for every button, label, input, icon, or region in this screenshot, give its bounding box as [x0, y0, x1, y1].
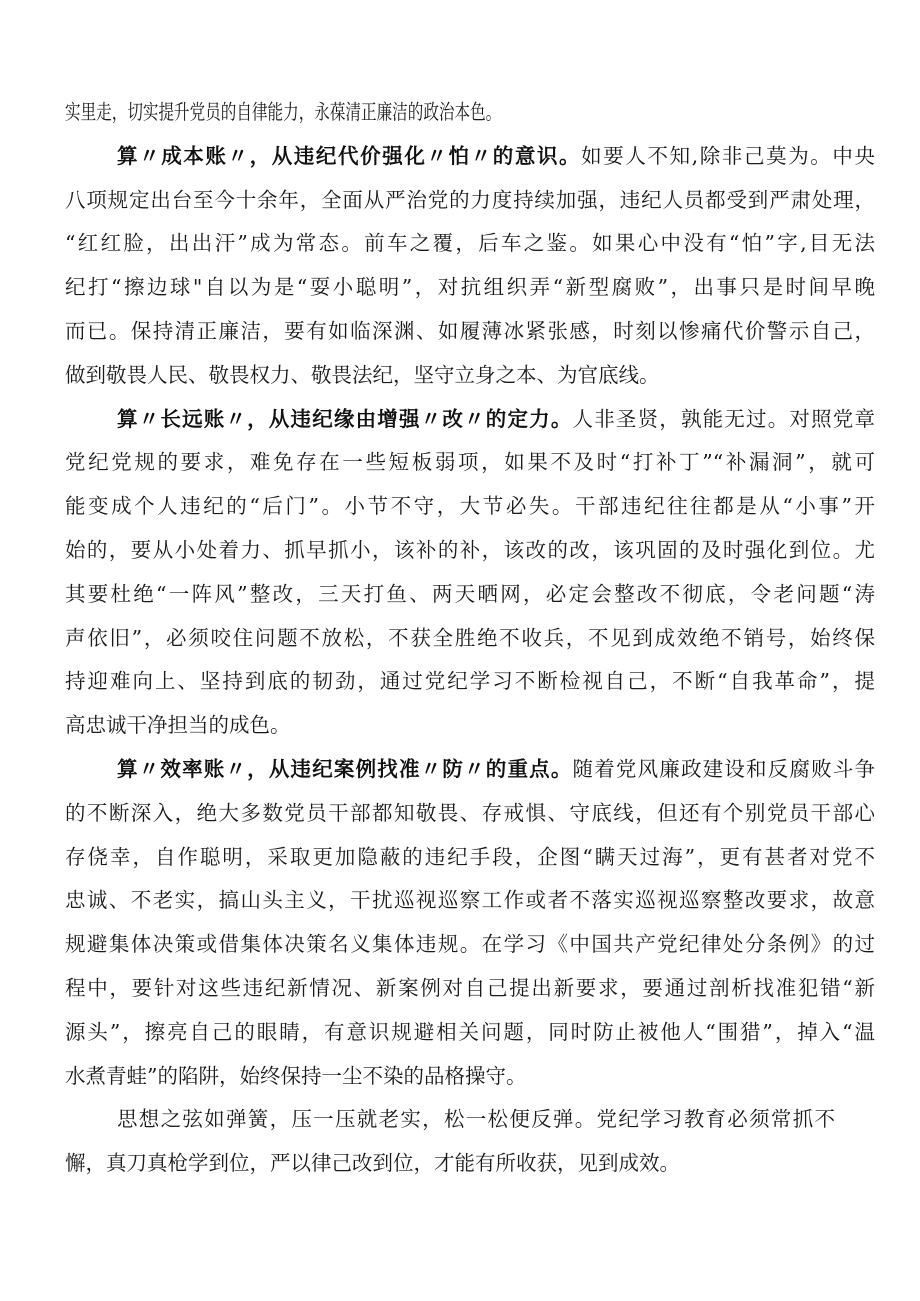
text-line: 而已。保持清正廉洁，要有如临深渊、如履薄冰紧张感，时刻以惨痛代价警示自己，: [65, 318, 875, 343]
section-heading: 算〃成本账〃，从违纪代价强化〃怕〃的意识。: [117, 143, 582, 168]
text-line: 忠诚、不老实，搞山头主义，干扰巡视巡察工作或者不落实巡视巡察整改要求，故意: [65, 888, 875, 913]
document-body: [65, 91, 875, 1186]
paragraph: [65, 1098, 835, 1186]
text-line: [65, 91, 875, 135]
text-line: 程中，要针对这些违纪新情况、新案例对自己提出新要求，要通过剖析找准犯错“新: [65, 975, 875, 1000]
text-line-content: 如要人不知,除非己莫为。中央: [581, 143, 876, 168]
text-line-content: 实里走，切实提升党员的自律能力，永葆清正廉洁的政治本色。: [65, 100, 502, 124]
paragraph: [65, 91, 875, 135]
text-line: 其要杜绝“一阵风”整改，三天打鱼、两天晒网，必定会整改不彻底，令老问题“涛: [65, 581, 875, 606]
text-line: 能变成个人违纪的“后门”。小节不守，大节必失。干部违纪往往都是从“小事”开: [65, 494, 875, 519]
text-line: 懈，真刀真枪学到位，严以律己改到位，才能有所收获，见到成效。: [65, 1151, 680, 1176]
text-line: 八项规定出台至今十余年，全面从严治党的力度持续加强，违纪人员都受到严肃处理，: [65, 187, 875, 212]
text-line: 高忠诚干净担当的成色。: [65, 713, 291, 738]
text-line: [117, 398, 875, 442]
text-line: 做到敬畏人民、敬畏权力、敬畏法纪，坚守立身之本、为官底线。: [65, 362, 660, 387]
text-line: 持迎难向上、坚持到底的韧劲，通过党纪学习不断检视自己，不断“自我革命”，提: [65, 669, 875, 694]
section-heading: 算〃长远账〃，从违纪缘由增强〃改〃的定力。: [117, 406, 573, 431]
section-heading: 算〃效率账〃，从违纪案例找准〃防〃的重点。: [117, 756, 573, 781]
text-line: 思想之弦如弹簧，压一压就老实，松一松便反弹。党纪学习教育必须常抓不: [117, 1107, 835, 1132]
text-line: 源头”，擦亮自己的眼睛，有意识规避相关问题，同时防止被他人“围猎”，掉入“温: [65, 1019, 875, 1044]
paragraph: [65, 398, 875, 748]
text-line-content: 随着党风廉政建设和反腐败斗争: [572, 756, 876, 781]
text-line: 的不断深入，绝大多数党员干部都知敬畏、存戒惧、守底线，但还有个别党员干部心: [65, 800, 875, 825]
paragraph: [65, 748, 875, 1098]
text-line: “红红脸，出出汗”成为常态。前车之覆，后车之鉴。如果心中没有“怕”字,目无法: [65, 231, 875, 256]
text-line: 存侥幸，自作聪明，采取更加隐蔽的违纪手段，企图“瞒天过海”，更有甚者对党不: [65, 844, 875, 869]
text-line: 声依旧”，必须咬住问题不放松，不获全胜绝不收兵，不见到成效绝不销号，始终保: [65, 625, 875, 650]
text-line: [117, 135, 875, 179]
text-line: 党纪党规的要求，难免存在一些短板弱项，如果不及时“打补丁”“补漏洞”，就可: [65, 450, 875, 475]
text-line: [117, 748, 875, 792]
text-line: 始的，要从小处着力、抓早抓小，该补的补，该改的改，该巩固的及时强化到位。尤: [65, 537, 875, 562]
text-line-content: 人非圣贤，孰能无过。对照党章: [572, 406, 876, 431]
text-line: 水煮青蛙”的陷阱，始终保持一尘不染的品格操守。: [65, 1063, 527, 1088]
text-line: 规避集体决策或借集体决策名义集体违规。在学习《中国共产党纪律处分条例》的过: [65, 932, 875, 957]
text-line: 纪打“擦边球"自以为是“耍小聪明”，对抗组织弄“新型腐败”，出事只是时间早晚: [65, 275, 875, 300]
paragraph: [65, 135, 875, 398]
